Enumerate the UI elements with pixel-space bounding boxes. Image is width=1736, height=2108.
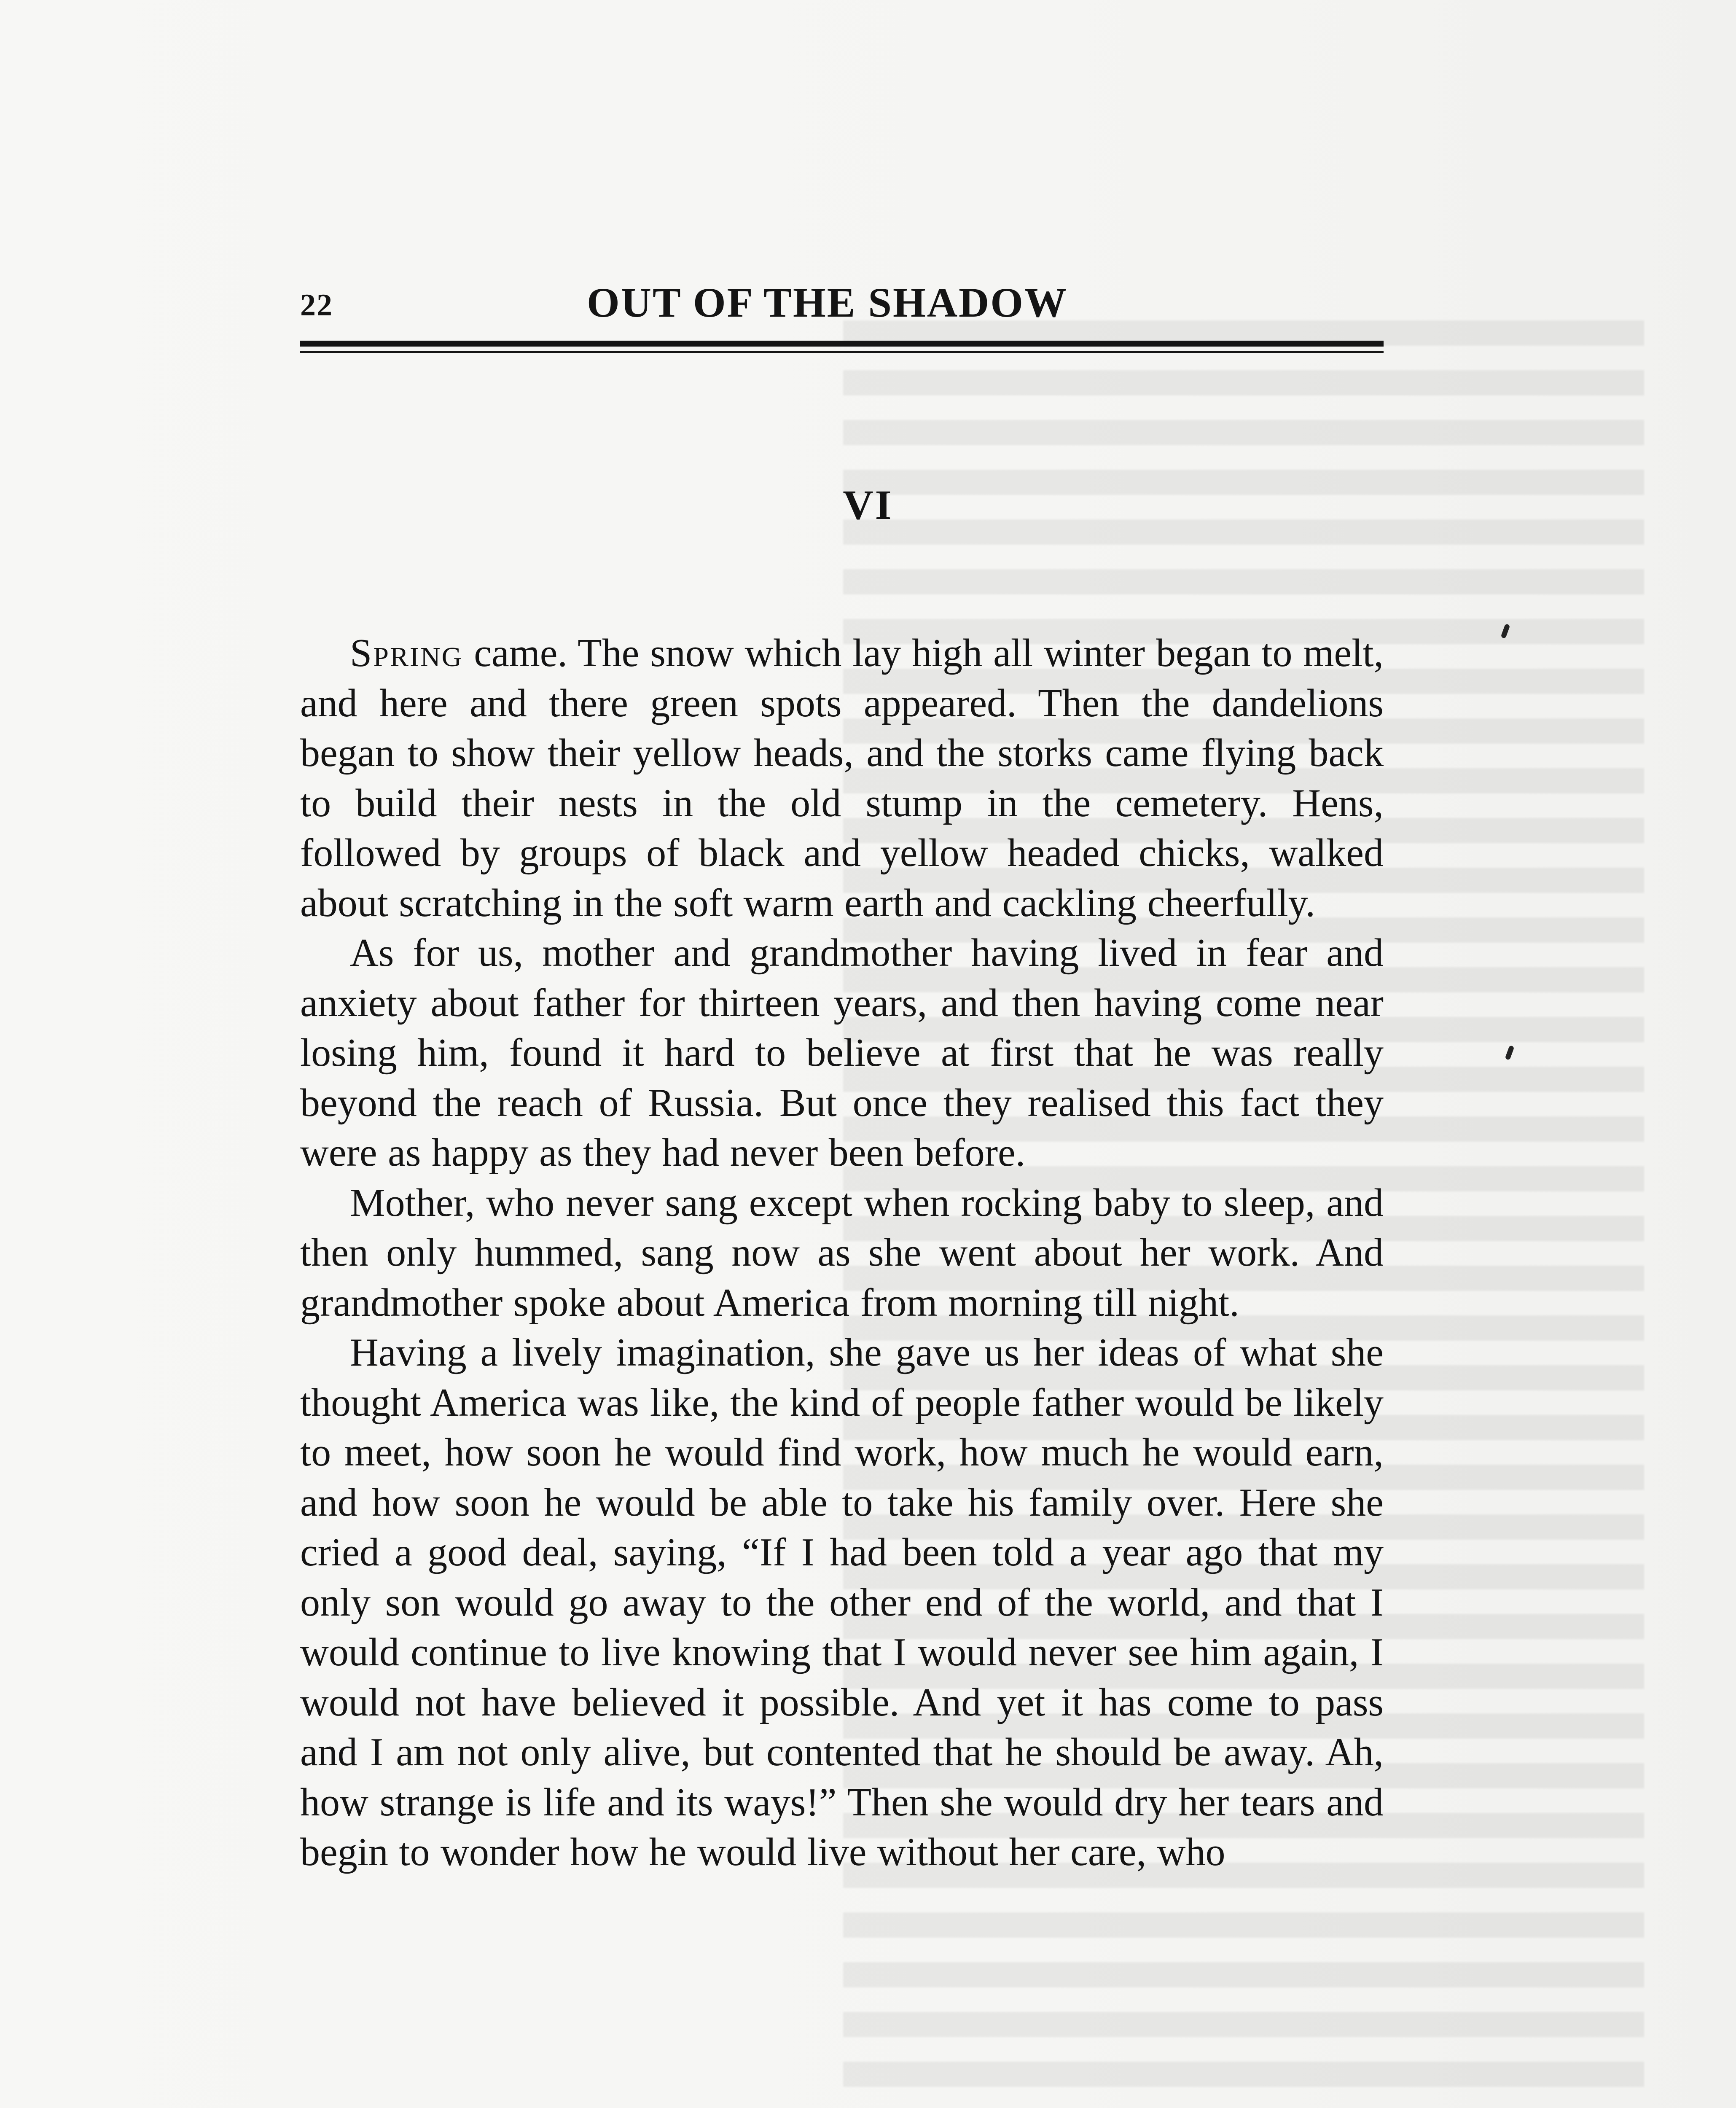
header-rule-thin — [300, 351, 1384, 353]
running-title: OUT OF THE SHADOW — [587, 279, 1068, 326]
page-header — [300, 278, 1384, 333]
paragraph-lead-word: Spring — [350, 631, 463, 675]
paragraph-3: Mother, who never sang except when rocking baby to sleep, and then only hummed, sang now as she went about her work. And grandmother spoke about America from morning till night. — [300, 1180, 1384, 1325]
page-number: 22 — [300, 288, 333, 323]
paragraph-4: Having a lively imagination, she gave us her ideas of what she thought America was like, the kind of people father would be likely to meet, how soon he would find work, how much he would earn, and how soon he would be able to take his family over. Here she cried a good deal, saying, “If I had been told a year ago that my only son would go away to the other end of the world, and that I would continue to live knowing that I would never see him again, I would not have believed it possible. And yet it has come to pass and I am not only alive, but contented that he should be away. Ah, how strange is life and its ways!” Then she would dry her tears and begin to wonder how he would live without her care, who — [300, 1331, 1384, 1874]
paragraph-1 — [300, 628, 1384, 928]
chapter-number: VI — [843, 481, 893, 528]
header-rule-thick — [300, 341, 1384, 347]
paragraph-2: As for us, mother and grandmother having lived in fear and anxiety about father for thirteen years, and then having come near losing him, found it hard to believe at first that he was really beyond the reach of Russia. But once they realised this fact they were as happy as they had never been before. — [300, 931, 1384, 1175]
body-text — [300, 628, 1384, 1877]
paragraph-text: came. The snow which lay high all winter began to melt, and here and there green spots appeared. Then the dandelions began to show their yellow heads, and the storks came flying back to build their nests in the old stump in the cemetery. Hens, followed by groups of black and yellow headed chicks, walked about scratching in the soft warm earth and cackling cheerfully. — [300, 631, 1384, 925]
